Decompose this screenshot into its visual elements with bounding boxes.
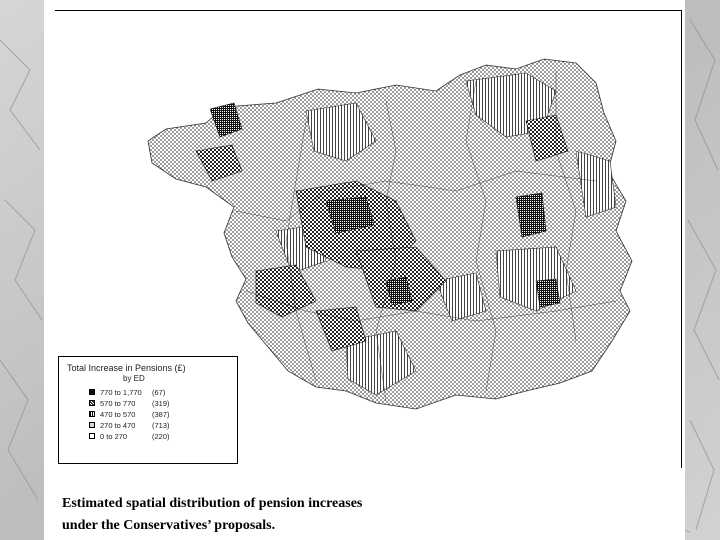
legend-count: (319) [152, 398, 170, 408]
caption-line-1: Estimated spatial distribution of pension increases [62, 496, 363, 511]
caption-line-2: under the Conservatives’ proposals. [62, 518, 276, 533]
legend-item [89, 409, 170, 419]
slide-caption [62, 493, 522, 537]
legend-item [89, 431, 170, 441]
legend-item [89, 398, 170, 408]
legend-range: 570 to 770 [100, 398, 136, 408]
legend-range: 770 to 1,770 [100, 387, 142, 397]
legend-title: Total Increase in Pensions (£) [67, 363, 186, 373]
legend-range: 0 to 270 [100, 431, 128, 441]
legend-count: (220) [152, 431, 170, 441]
legend-swatch [89, 411, 95, 417]
legend-range: 470 to 570 [100, 409, 136, 419]
legend-count: (713) [152, 420, 170, 430]
legend-range: 270 to 470 [100, 420, 136, 430]
legend-item [89, 387, 165, 397]
legend-count: (387) [152, 409, 170, 419]
legend-item [89, 420, 170, 430]
legend-count: (67) [152, 387, 166, 397]
legend-subtitle: by ED [123, 374, 145, 383]
legend-swatch [89, 389, 95, 395]
legend-swatch [89, 433, 95, 439]
legend-swatch [89, 400, 95, 406]
map-legend [58, 356, 238, 464]
legend-swatch [89, 422, 95, 428]
